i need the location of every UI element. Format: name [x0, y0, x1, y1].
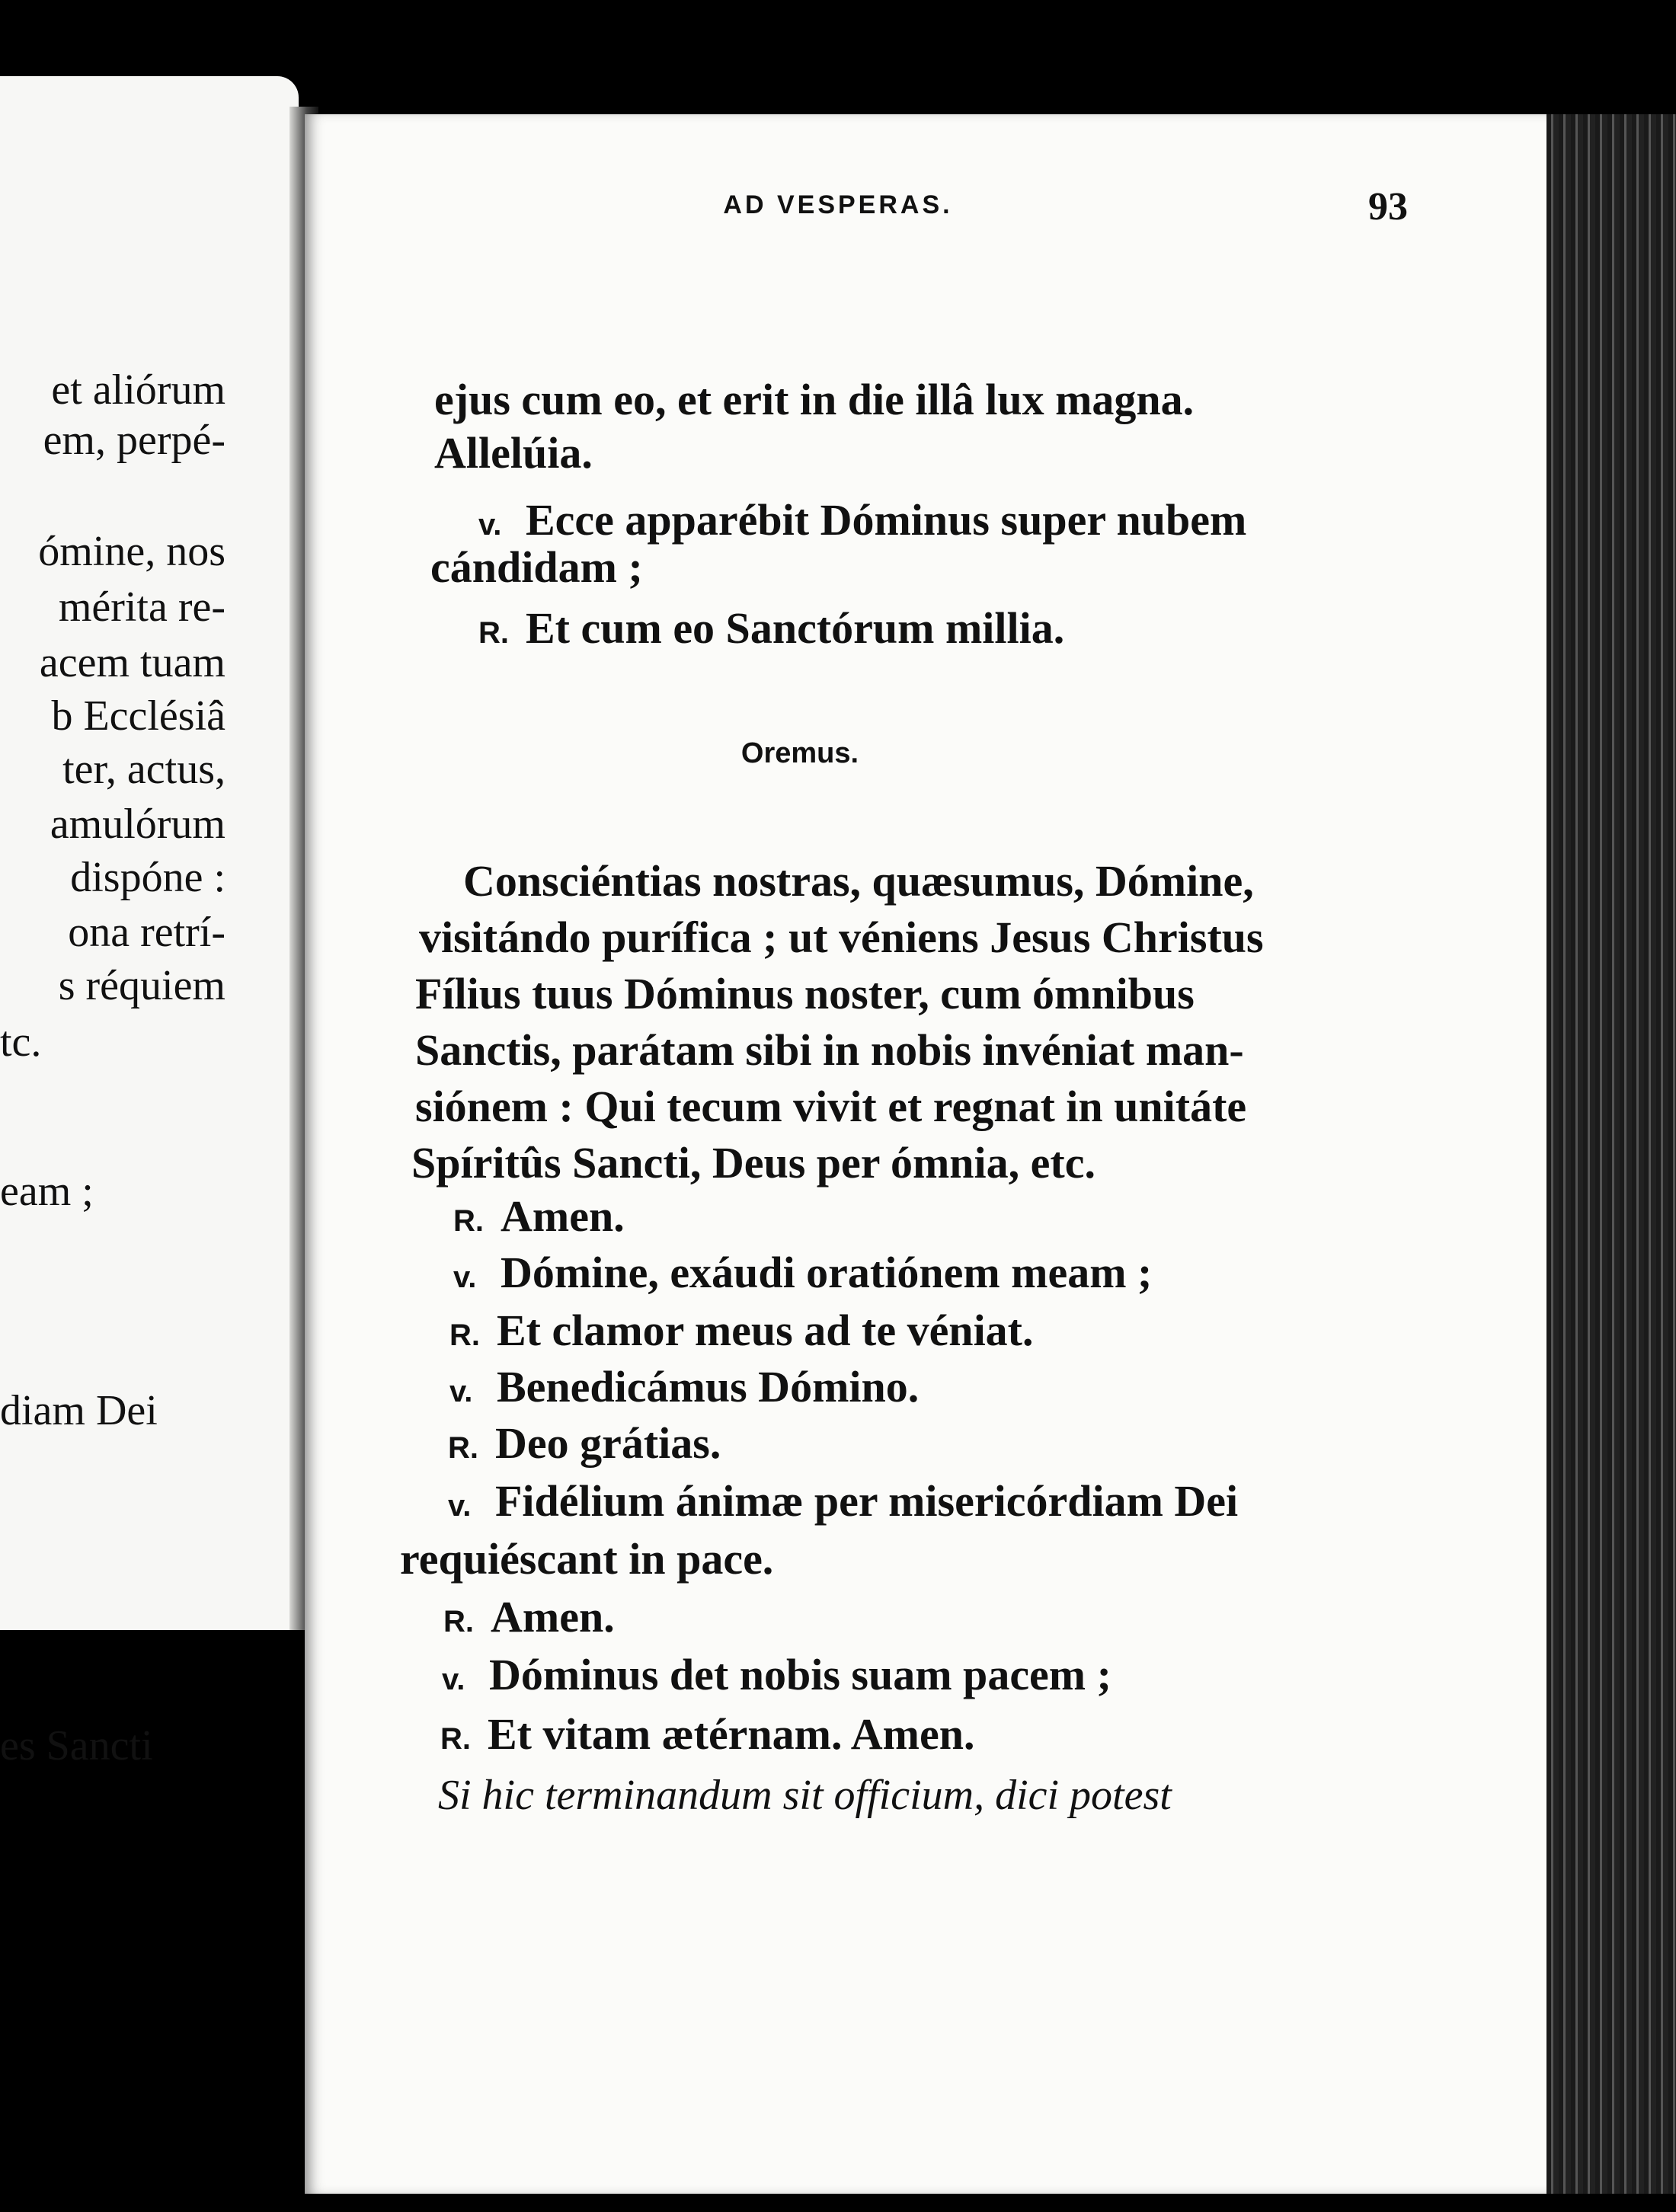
left-facing-page: [0, 76, 299, 1769]
versicle-text: Ecce apparébit Dóminus super nubem: [526, 495, 1247, 545]
versicle-mark: R.: [443, 1605, 474, 1638]
left-text-fragment: diam Dei: [0, 1387, 158, 1434]
text-line: ejus cum eo, et erit in die illâ lux magna.: [434, 375, 1195, 424]
versicle-text: Benedicámus Dómino.: [497, 1362, 920, 1411]
left-text-fragment: ter, actus,: [62, 746, 225, 793]
versicle-row: [448, 1475, 1238, 1533]
left-text-fragment: mérita re-: [58, 583, 225, 631]
prayer-line: Sanctis, parátam sibi in nobis invéniat man-: [415, 1025, 1244, 1075]
versicle-row: [440, 1708, 975, 1766]
left-text-fragment: tc.: [0, 1018, 42, 1066]
running-head: AD VESPERAS.: [723, 190, 953, 219]
left-text-fragment: b Ecclésiâ: [51, 692, 225, 740]
versicle-mark: R.: [448, 1431, 478, 1465]
versicle-mark: R.: [453, 1204, 484, 1238]
versicle-row: [449, 1304, 1034, 1362]
response-text: Et cum eo Sanctórum millia.: [526, 603, 1065, 653]
prayer-line: siónem : Qui tecum vivit et regnat in unitáte: [415, 1082, 1247, 1131]
versicle-text: Amen.: [491, 1592, 615, 1641]
versicle-mark: v.: [448, 1489, 472, 1523]
versicle-mark: v.: [449, 1375, 473, 1408]
left-text-fragment: dispóne :: [70, 854, 225, 901]
left-text-fragment: ómine, nos: [38, 528, 225, 575]
versicle-row: [453, 1190, 625, 1248]
prayer-line: Fílius tuus Dóminus noster, cum ómnibus: [415, 969, 1195, 1018]
rubric-line: Si hic terminandum sit officium, dici potest: [438, 1772, 1172, 1819]
versicle-row: [448, 1417, 721, 1475]
oremus-heading: Oremus.: [740, 737, 859, 769]
page-edges: [1546, 114, 1676, 2194]
response-line: [478, 602, 1064, 660]
versicle-text: Dóminus det nobis suam pacem ;: [489, 1650, 1111, 1699]
versicle-text: Dómine, exáudi oratiónem meam ;: [501, 1248, 1153, 1297]
left-text-fragment: amulórum: [50, 801, 225, 848]
left-text-fragment: ona retrí-: [68, 909, 225, 956]
left-text-fragment: s réquiem: [58, 962, 225, 1009]
versicle-continuation: requiéscant in pace.: [400, 1534, 774, 1584]
versicle-text: Deo grátias.: [495, 1418, 721, 1468]
prayer-line: Spíritûs Sancti, Deus per ómnia, etc.: [411, 1138, 1095, 1188]
versicle-row: [443, 1590, 615, 1648]
left-text-fragment: et aliórum: [51, 366, 225, 414]
versicle-row: [453, 1246, 1152, 1304]
prayer-line: visitándo purífica ; ut véniens Jesus Christus: [419, 913, 1264, 962]
versicle-row: [449, 1360, 919, 1418]
versicle-row: [442, 1648, 1111, 1706]
text-line: Allelúia.: [434, 428, 593, 478]
versicle-mark: v.: [453, 1261, 477, 1294]
versicle-text: Amen.: [501, 1191, 625, 1241]
versicle-text: Et clamor meus ad te véniat.: [497, 1306, 1034, 1355]
response-mark: R.: [478, 616, 509, 650]
versicle-text: Et vitam ætérnam. Amen.: [488, 1709, 975, 1759]
prayer-line: Consciéntias nostras, quæsumus, Dómine,: [463, 856, 1254, 906]
versicle-mark: v.: [442, 1663, 465, 1696]
versicle-mark: R.: [449, 1319, 480, 1352]
text-line: cándidam ;: [430, 542, 643, 592]
left-text-fragment: em, perpé-: [43, 417, 225, 464]
versicle-mark: v.: [478, 508, 502, 542]
versicle-mark: R.: [440, 1722, 471, 1756]
versicle-text: Fidélium ánimæ per misericórdiam Dei: [495, 1476, 1239, 1526]
left-text-fragment: es Sancti: [0, 1722, 153, 1769]
page-number: 93: [1368, 185, 1408, 229]
left-text-fragment: acem tuam: [39, 639, 225, 686]
left-text-fragment: eam ;: [0, 1168, 94, 1215]
